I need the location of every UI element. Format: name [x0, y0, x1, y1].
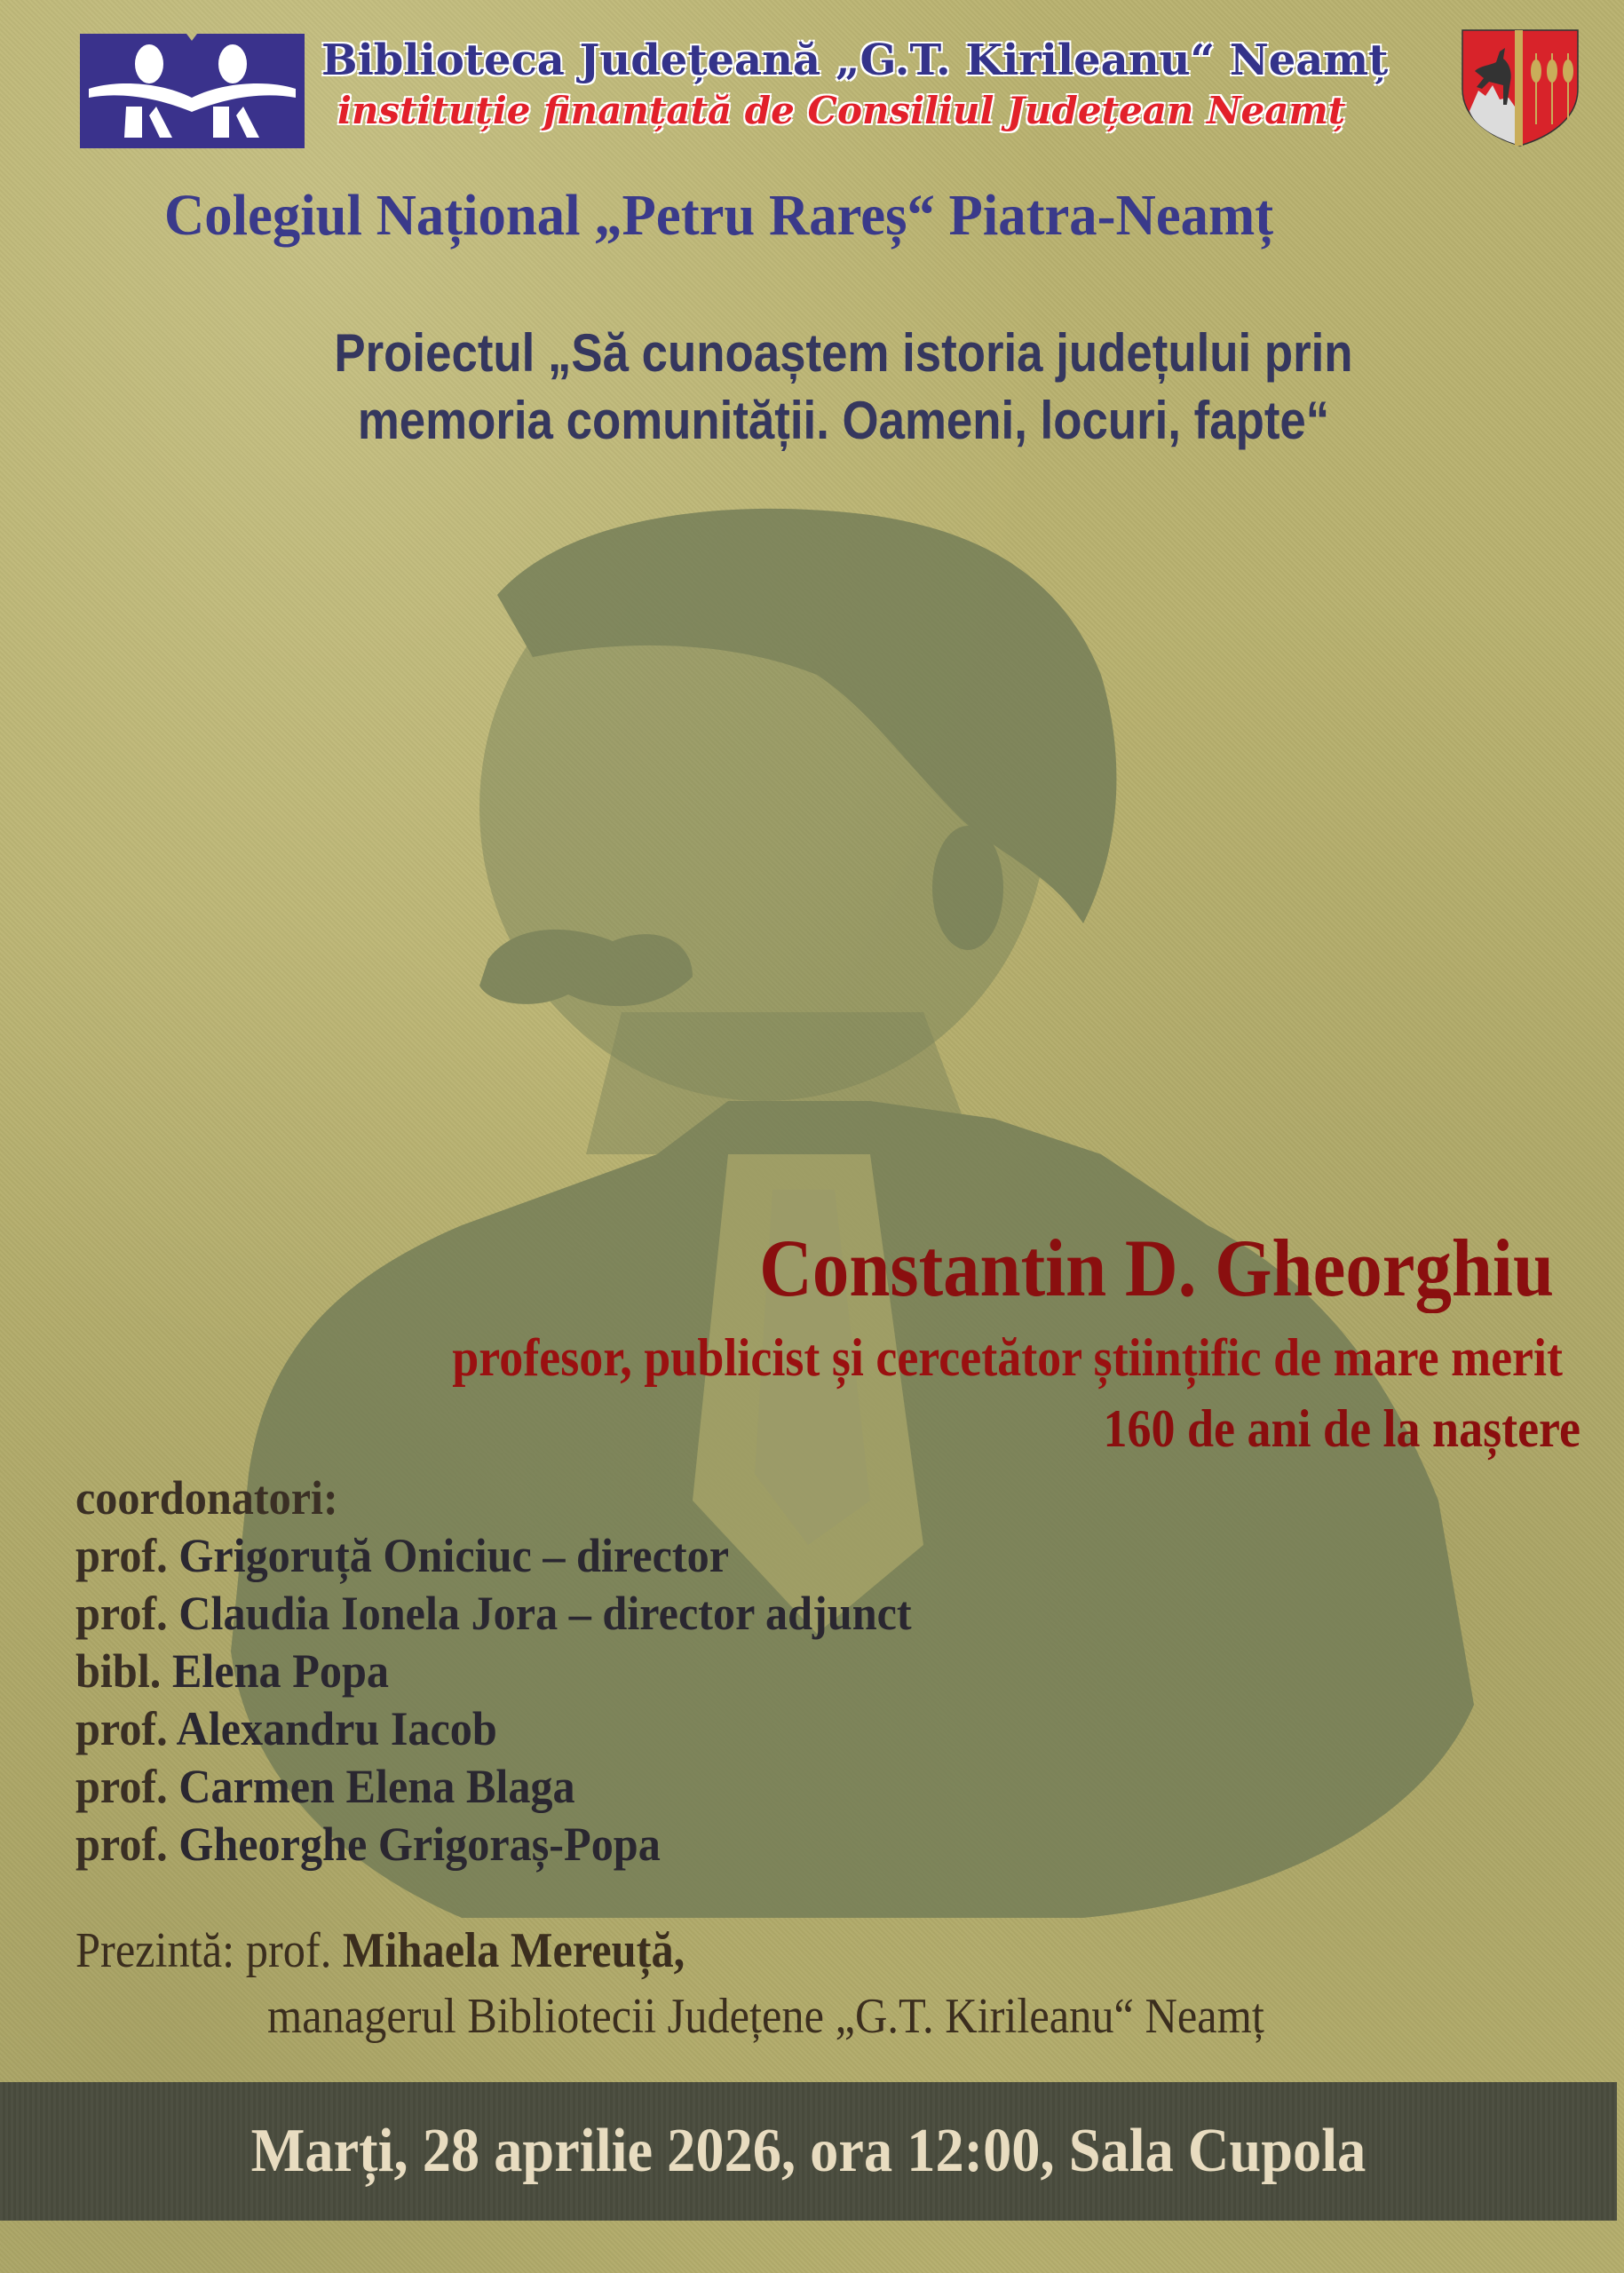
coordinator-name: Grigoruță Oniciuc – director [178, 1529, 730, 1582]
coordinator-item [75, 1643, 912, 1700]
library-name: Biblioteca Județeană „G.T. Kirileanu“ Neamț [321, 36, 1389, 85]
coordinator-title: prof. [75, 1587, 168, 1640]
anniversary-text: 160 de ani de la naștere [1103, 1399, 1580, 1458]
subject-description: profesor, publicist și cercetător științific de mare merit [452, 1328, 1563, 1387]
event-date-text: Marți, 28 aprilie 2026, ora 12:00, Sala Cupola [250, 2117, 1367, 2185]
coordinator-item [75, 1816, 912, 1873]
coordinator-item [75, 1527, 912, 1585]
coordinator-name: Elena Popa [171, 1644, 390, 1698]
coordinator-item [75, 1585, 912, 1643]
presenter-line [75, 1918, 1264, 1984]
coordinator-name: Gheorghe Grigoraș-Popa [178, 1818, 661, 1871]
college-name: Colegiul Național „Petru Rareș“ Piatra-Neamț [164, 183, 1274, 248]
neamt-county-crest-icon [1459, 27, 1581, 147]
subject-name: Constantin D. Gheorghiu [759, 1223, 1554, 1313]
coordinators-list [75, 1469, 975, 1873]
library-subtitle: instituție finanțată de Consiliul Județean Neamț [337, 89, 1346, 132]
coordinator-item [75, 1758, 912, 1816]
library-logo-icon [80, 27, 305, 148]
event-date-banner [0, 2082, 1617, 2221]
coordinator-title: prof. [75, 1818, 168, 1871]
coordinator-title: bibl. [75, 1644, 162, 1698]
project-title-line-2: memoria comunității. Oameni, locuri, fapte“ [357, 391, 1330, 450]
coordinator-title: prof. [75, 1760, 168, 1813]
coordinators-label: coordonatori: [75, 1471, 338, 1525]
coordinator-name: Claudia Ionela Jora – director adjunct [178, 1587, 912, 1640]
project-title [257, 320, 1430, 455]
presenter-name: Mihaela Mereuță, [342, 1923, 685, 1978]
coordinator-name: Carmen Elena Blaga [178, 1760, 575, 1813]
coordinator-item [75, 1700, 912, 1758]
coordinator-title: prof. [75, 1702, 168, 1755]
presenter-label: Prezintă: [75, 1923, 235, 1978]
presenter-title: prof. [245, 1923, 332, 1978]
presenter-block [75, 1918, 1397, 2049]
coordinator-name: Alexandru Iacob [176, 1702, 497, 1755]
presenter-role: managerul Bibliotecii Județene „G.T. Kirileanu“ Neamț [267, 1989, 1264, 2044]
coordinator-title: prof. [75, 1529, 168, 1582]
project-title-line-1: Proiectul „Să cunoaștem istoria județului prin [334, 323, 1353, 383]
